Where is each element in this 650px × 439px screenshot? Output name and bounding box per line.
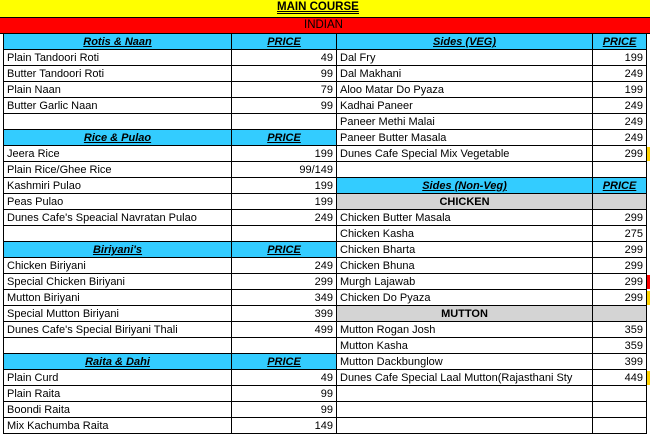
item-price: 199 — [232, 178, 337, 194]
table-row — [0, 322, 650, 338]
item-price: 249 — [232, 210, 337, 226]
main-course-banner — [0, 0, 650, 17]
price-header: PRICE — [593, 178, 647, 194]
item-name: Mutton Rogan Josh — [337, 322, 593, 338]
item-name: Kashmiri Pulao — [3, 178, 232, 194]
table-row — [0, 210, 650, 226]
empty-cell — [337, 162, 593, 178]
item-name: Chicken Bhuna — [337, 258, 593, 274]
empty-cell — [3, 114, 232, 130]
item-price: 249 — [593, 66, 647, 82]
item-name: Mutton Kasha — [337, 338, 593, 354]
item-name: Dal Makhani — [337, 66, 593, 82]
item-name: Mutton Biriyani — [3, 290, 232, 306]
item-name: Chicken Do Pyaza — [337, 290, 593, 306]
item-name: Boondi Raita — [3, 402, 232, 418]
item-price: 299 — [593, 146, 647, 162]
item-name: Jeera Rice — [3, 146, 232, 162]
item-name: Plain Curd — [3, 370, 232, 386]
empty-cell — [3, 338, 232, 354]
table-row — [0, 34, 650, 50]
item-price: 449 — [593, 370, 647, 386]
table-row — [0, 82, 650, 98]
item-price: 299 — [593, 274, 647, 290]
item-name: Paneer Butter Masala — [337, 130, 593, 146]
item-name: Special Mutton Biriyani — [3, 306, 232, 322]
item-price: 199 — [593, 82, 647, 98]
item-price: 359 — [593, 322, 647, 338]
empty-cell — [593, 162, 647, 178]
item-name: Mutton Dackbunglow — [337, 354, 593, 370]
empty-cell — [593, 386, 647, 402]
item-name: Aloo Matar Do Pyaza — [337, 82, 593, 98]
section-heading-rice: Rice & Pulao — [3, 130, 232, 146]
table-row — [0, 178, 650, 194]
table-row — [0, 402, 650, 418]
price-header: PRICE — [232, 34, 337, 50]
table-row — [0, 66, 650, 82]
item-price: 199 — [232, 146, 337, 162]
empty-cell — [337, 402, 593, 418]
price-header: PRICE — [232, 354, 337, 370]
section-heading-biriyani: Biriyani's — [3, 242, 232, 258]
empty-cell — [232, 226, 337, 242]
item-price: 99 — [232, 66, 337, 82]
item-name: Mix Kachumba Raita — [3, 418, 232, 434]
table-row — [0, 162, 650, 178]
item-price: 99 — [232, 98, 337, 114]
table-row — [0, 98, 650, 114]
item-name: Special Chicken Biriyani — [3, 274, 232, 290]
table-row — [0, 290, 650, 306]
table-row — [0, 50, 650, 66]
price-header: PRICE — [232, 130, 337, 146]
item-price: 199 — [593, 50, 647, 66]
item-name: Chicken Biriyani — [3, 258, 232, 274]
item-name: Butter Garlic Naan — [3, 98, 232, 114]
item-name: Butter Tandoori Roti — [3, 66, 232, 82]
table-row — [0, 242, 650, 258]
item-name: Plain Tandoori Roti — [3, 50, 232, 66]
table-row — [0, 226, 650, 242]
item-price: 249 — [593, 98, 647, 114]
item-name: Peas Pulao — [3, 194, 232, 210]
item-price: 99/149 — [232, 162, 337, 178]
item-price: 79 — [232, 82, 337, 98]
item-price: 275 — [593, 226, 647, 242]
price-header: PRICE — [232, 242, 337, 258]
empty-cell — [593, 306, 647, 322]
table-row — [0, 370, 650, 386]
item-name: Chicken Kasha — [337, 226, 593, 242]
subheading-chicken: CHICKEN — [337, 194, 593, 210]
table-row — [0, 130, 650, 146]
section-heading-veg: Sides (VEG) — [337, 34, 593, 50]
item-price: 299 — [232, 274, 337, 290]
item-price: 299 — [593, 242, 647, 258]
item-price: 399 — [593, 354, 647, 370]
item-price: 299 — [593, 210, 647, 226]
table-row — [0, 306, 650, 322]
table-row — [0, 338, 650, 354]
item-name: Dunes Cafe's Speacial Navratan Pulao — [3, 210, 232, 226]
empty-cell — [232, 114, 337, 130]
table-row — [0, 354, 650, 370]
item-name: Chicken Butter Masala — [337, 210, 593, 226]
item-name: Dal Fry — [337, 50, 593, 66]
item-price: 399 — [232, 306, 337, 322]
item-name: Kadhai Paneer — [337, 98, 593, 114]
empty-cell — [593, 402, 647, 418]
item-price: 499 — [232, 322, 337, 338]
item-price: 149 — [232, 418, 337, 434]
item-price: 49 — [232, 50, 337, 66]
item-price: 299 — [593, 258, 647, 274]
item-name: Paneer Methi Malai — [337, 114, 593, 130]
item-price: 99 — [232, 402, 337, 418]
item-price: 99 — [232, 386, 337, 402]
item-name: Chicken Bharta — [337, 242, 593, 258]
table-row — [0, 194, 650, 210]
price-header: PRICE — [593, 34, 647, 50]
empty-cell — [593, 418, 647, 434]
section-heading-raita: Raita & Dahi — [3, 354, 232, 370]
section-heading-nonveg: Sides (Non-Veg) — [337, 178, 593, 194]
table-row — [0, 146, 650, 162]
item-price: 249 — [593, 130, 647, 146]
menu-table — [0, 34, 650, 439]
cuisine-title: INDIAN — [304, 19, 343, 31]
section-heading-rotis: Rotis & Naan — [3, 34, 232, 50]
item-price: 249 — [593, 114, 647, 130]
item-name: Plain Rice/Ghee Rice — [3, 162, 232, 178]
item-name: Plain Raita — [3, 386, 232, 402]
empty-cell — [3, 226, 232, 242]
item-price: 299 — [593, 290, 647, 306]
item-name: Plain Naan — [3, 82, 232, 98]
empty-cell — [232, 338, 337, 354]
table-row — [0, 386, 650, 402]
item-price: 249 — [232, 258, 337, 274]
item-price: 359 — [593, 338, 647, 354]
table-row — [0, 114, 650, 130]
item-name: Dunes Cafe Special Laal Mutton(Rajasthani Sty — [337, 370, 593, 386]
subheading-mutton: MUTTON — [337, 306, 593, 322]
table-row — [0, 258, 650, 274]
table-row — [0, 274, 650, 290]
item-name: Dunes Cafe Special Mix Vegetable — [337, 146, 593, 162]
table-row — [0, 418, 650, 434]
item-price: 199 — [232, 194, 337, 210]
item-price: 49 — [232, 370, 337, 386]
item-name: Dunes Cafe's Special Biriyani Thali — [3, 322, 232, 338]
empty-cell — [593, 194, 647, 210]
item-name: Murgh Lajawab — [337, 274, 593, 290]
item-price: 349 — [232, 290, 337, 306]
empty-cell — [337, 386, 593, 402]
cuisine-banner — [0, 17, 650, 34]
empty-cell — [337, 418, 593, 434]
page-title: MAIN COURSE — [277, 1, 359, 13]
